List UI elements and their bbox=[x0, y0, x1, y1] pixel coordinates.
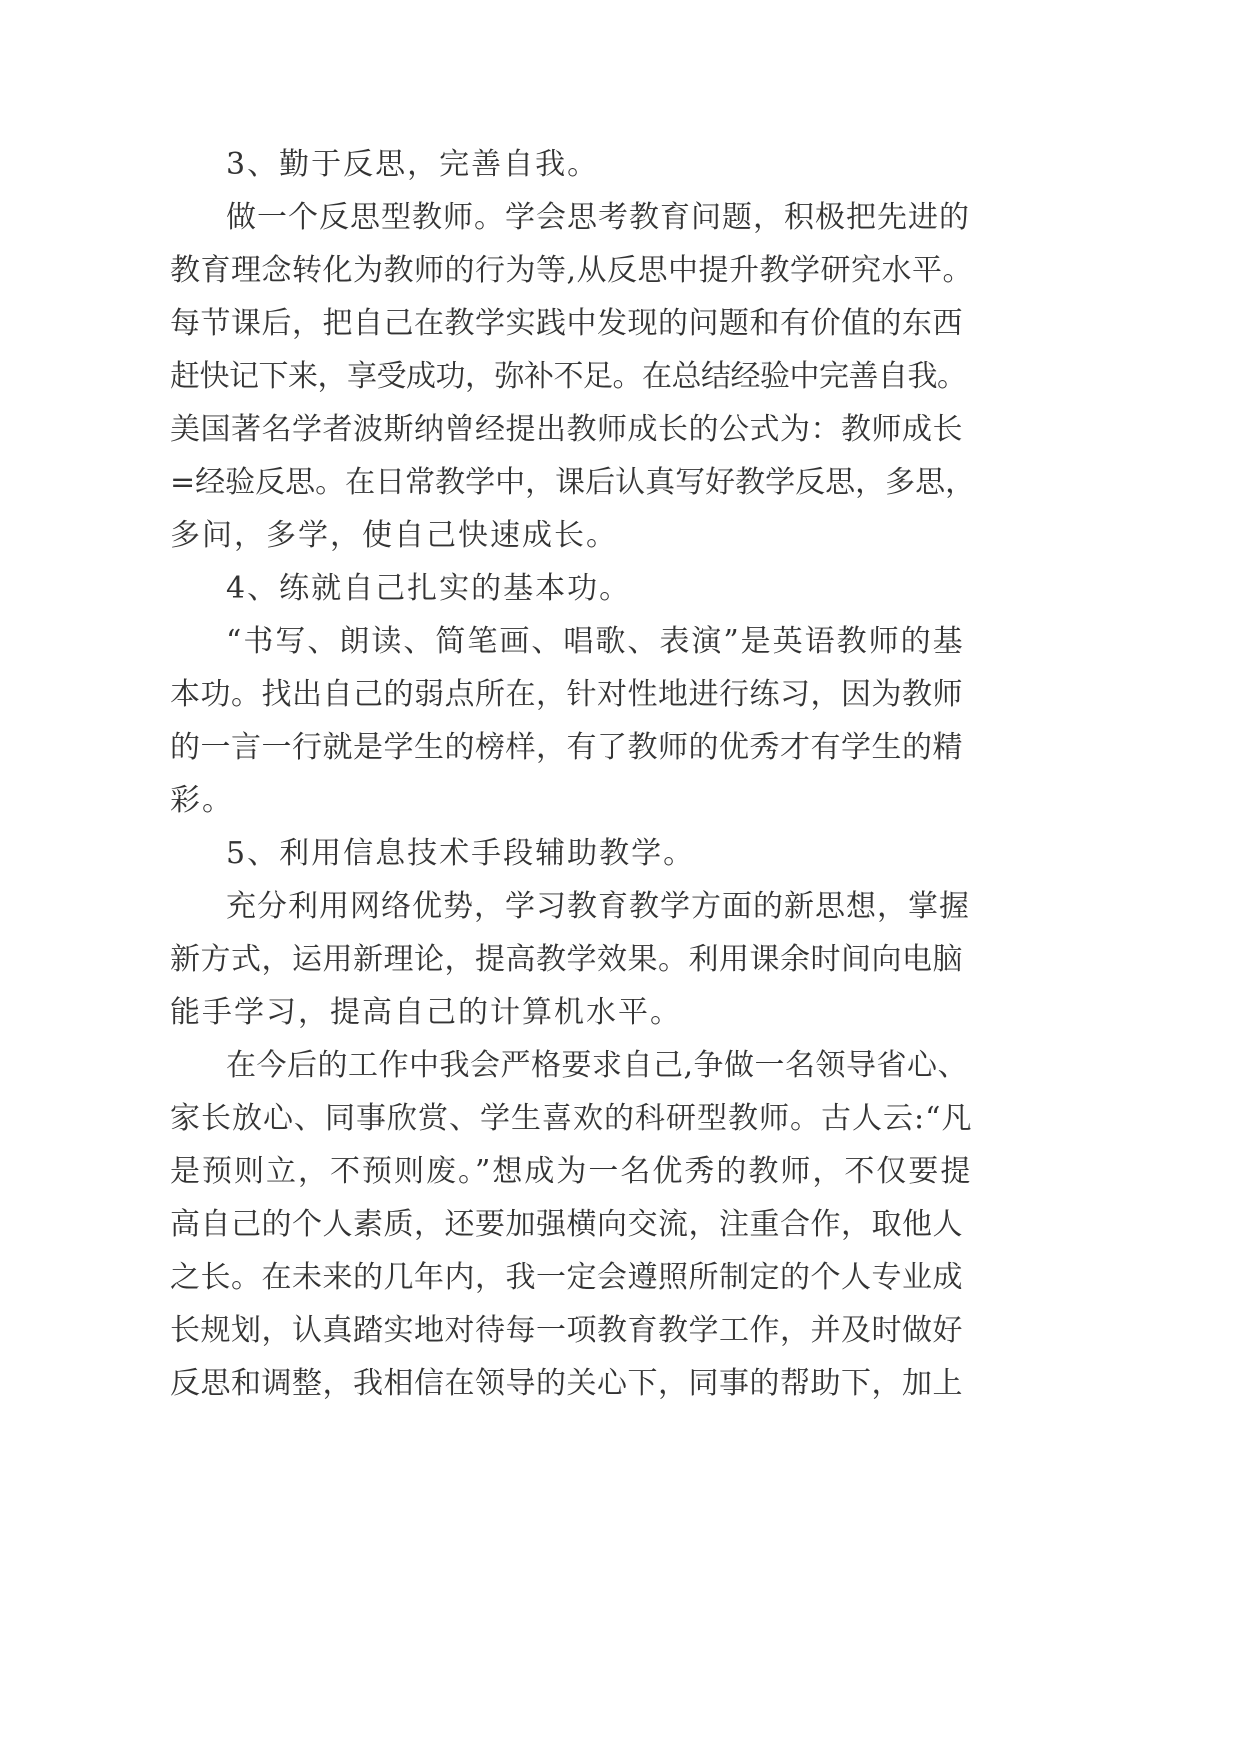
paragraph-line: 每节课后，把自己在教学实践中发现的问题和有价值的东西 bbox=[170, 306, 963, 341]
paragraph-line: 之长。在未来的几年内，我一定会遵照所制定的个人专业成 bbox=[170, 1260, 963, 1295]
heading-line: 3、勤于反思，完善自我。 bbox=[226, 147, 600, 182]
paragraph-line: 多问，多学，使自己快速成长。 bbox=[170, 518, 618, 553]
paragraph-line: 彩。 bbox=[170, 783, 234, 818]
paragraph-line: 教育理念转化为教师的行为等,从反思中提升教学研究水平。 bbox=[170, 253, 974, 288]
paragraph-line: 在今后的工作中我会严格要求自己,争做一名领导省心、 bbox=[226, 1048, 969, 1083]
paragraph-line: 高自己的个人素质，还要加强横向交流，注重合作，取他人 bbox=[170, 1207, 963, 1242]
heading-line: 5、利用信息技术手段辅助教学。 bbox=[226, 836, 696, 871]
paragraph-line: 本功。找出自己的弱点所在，针对性地进行练习，因为教师 bbox=[170, 677, 963, 712]
paragraph-line: 赶快记下来，享受成功，弥补不足。在总结经验中完善自我。 bbox=[170, 359, 967, 394]
paragraph-line: “书写、朗读、简笔画、唱歌、表演”是英语教师的基 bbox=[226, 624, 965, 659]
paragraph-line: 能手学习，提高自己的计算机水平。 bbox=[170, 995, 682, 1030]
paragraph-line: 的一言一行就是学生的榜样，有了教师的优秀才有学生的精 bbox=[170, 730, 963, 765]
paragraph-line: 是预则立，不预则废。”想成为一名优秀的教师，不仅要提 bbox=[170, 1154, 973, 1189]
paragraph-line: 反思和调整，我相信在领导的关心下，同事的帮助下，加上 bbox=[170, 1366, 963, 1401]
paragraph-line: 新方式，运用新理论，提高教学效果。利用课余时间向电脑 bbox=[170, 942, 963, 977]
heading-line: 4、练就自己扎实的基本功。 bbox=[226, 571, 632, 606]
paragraph-line: =经验反思。在日常教学中，课后认真写好教学反思，多思， bbox=[170, 465, 976, 500]
paragraph-line: 长规划，认真踏实地对待每一项教育教学工作，并及时做好 bbox=[170, 1313, 963, 1348]
paragraph-line: 美国著名学者波斯纳曾经提出教师成长的公式为：教师成长 bbox=[170, 412, 963, 447]
paragraph-line: 充分利用网络优势，学习教育教学方面的新思想，掌握 bbox=[226, 889, 970, 924]
paragraph-line: 做一个反思型教师。学会思考教育问题，积极把先进的 bbox=[226, 200, 970, 235]
paragraph-line: 家长放心、同事欣赏、学生喜欢的科研型教师。古人云:“凡 bbox=[170, 1101, 973, 1136]
